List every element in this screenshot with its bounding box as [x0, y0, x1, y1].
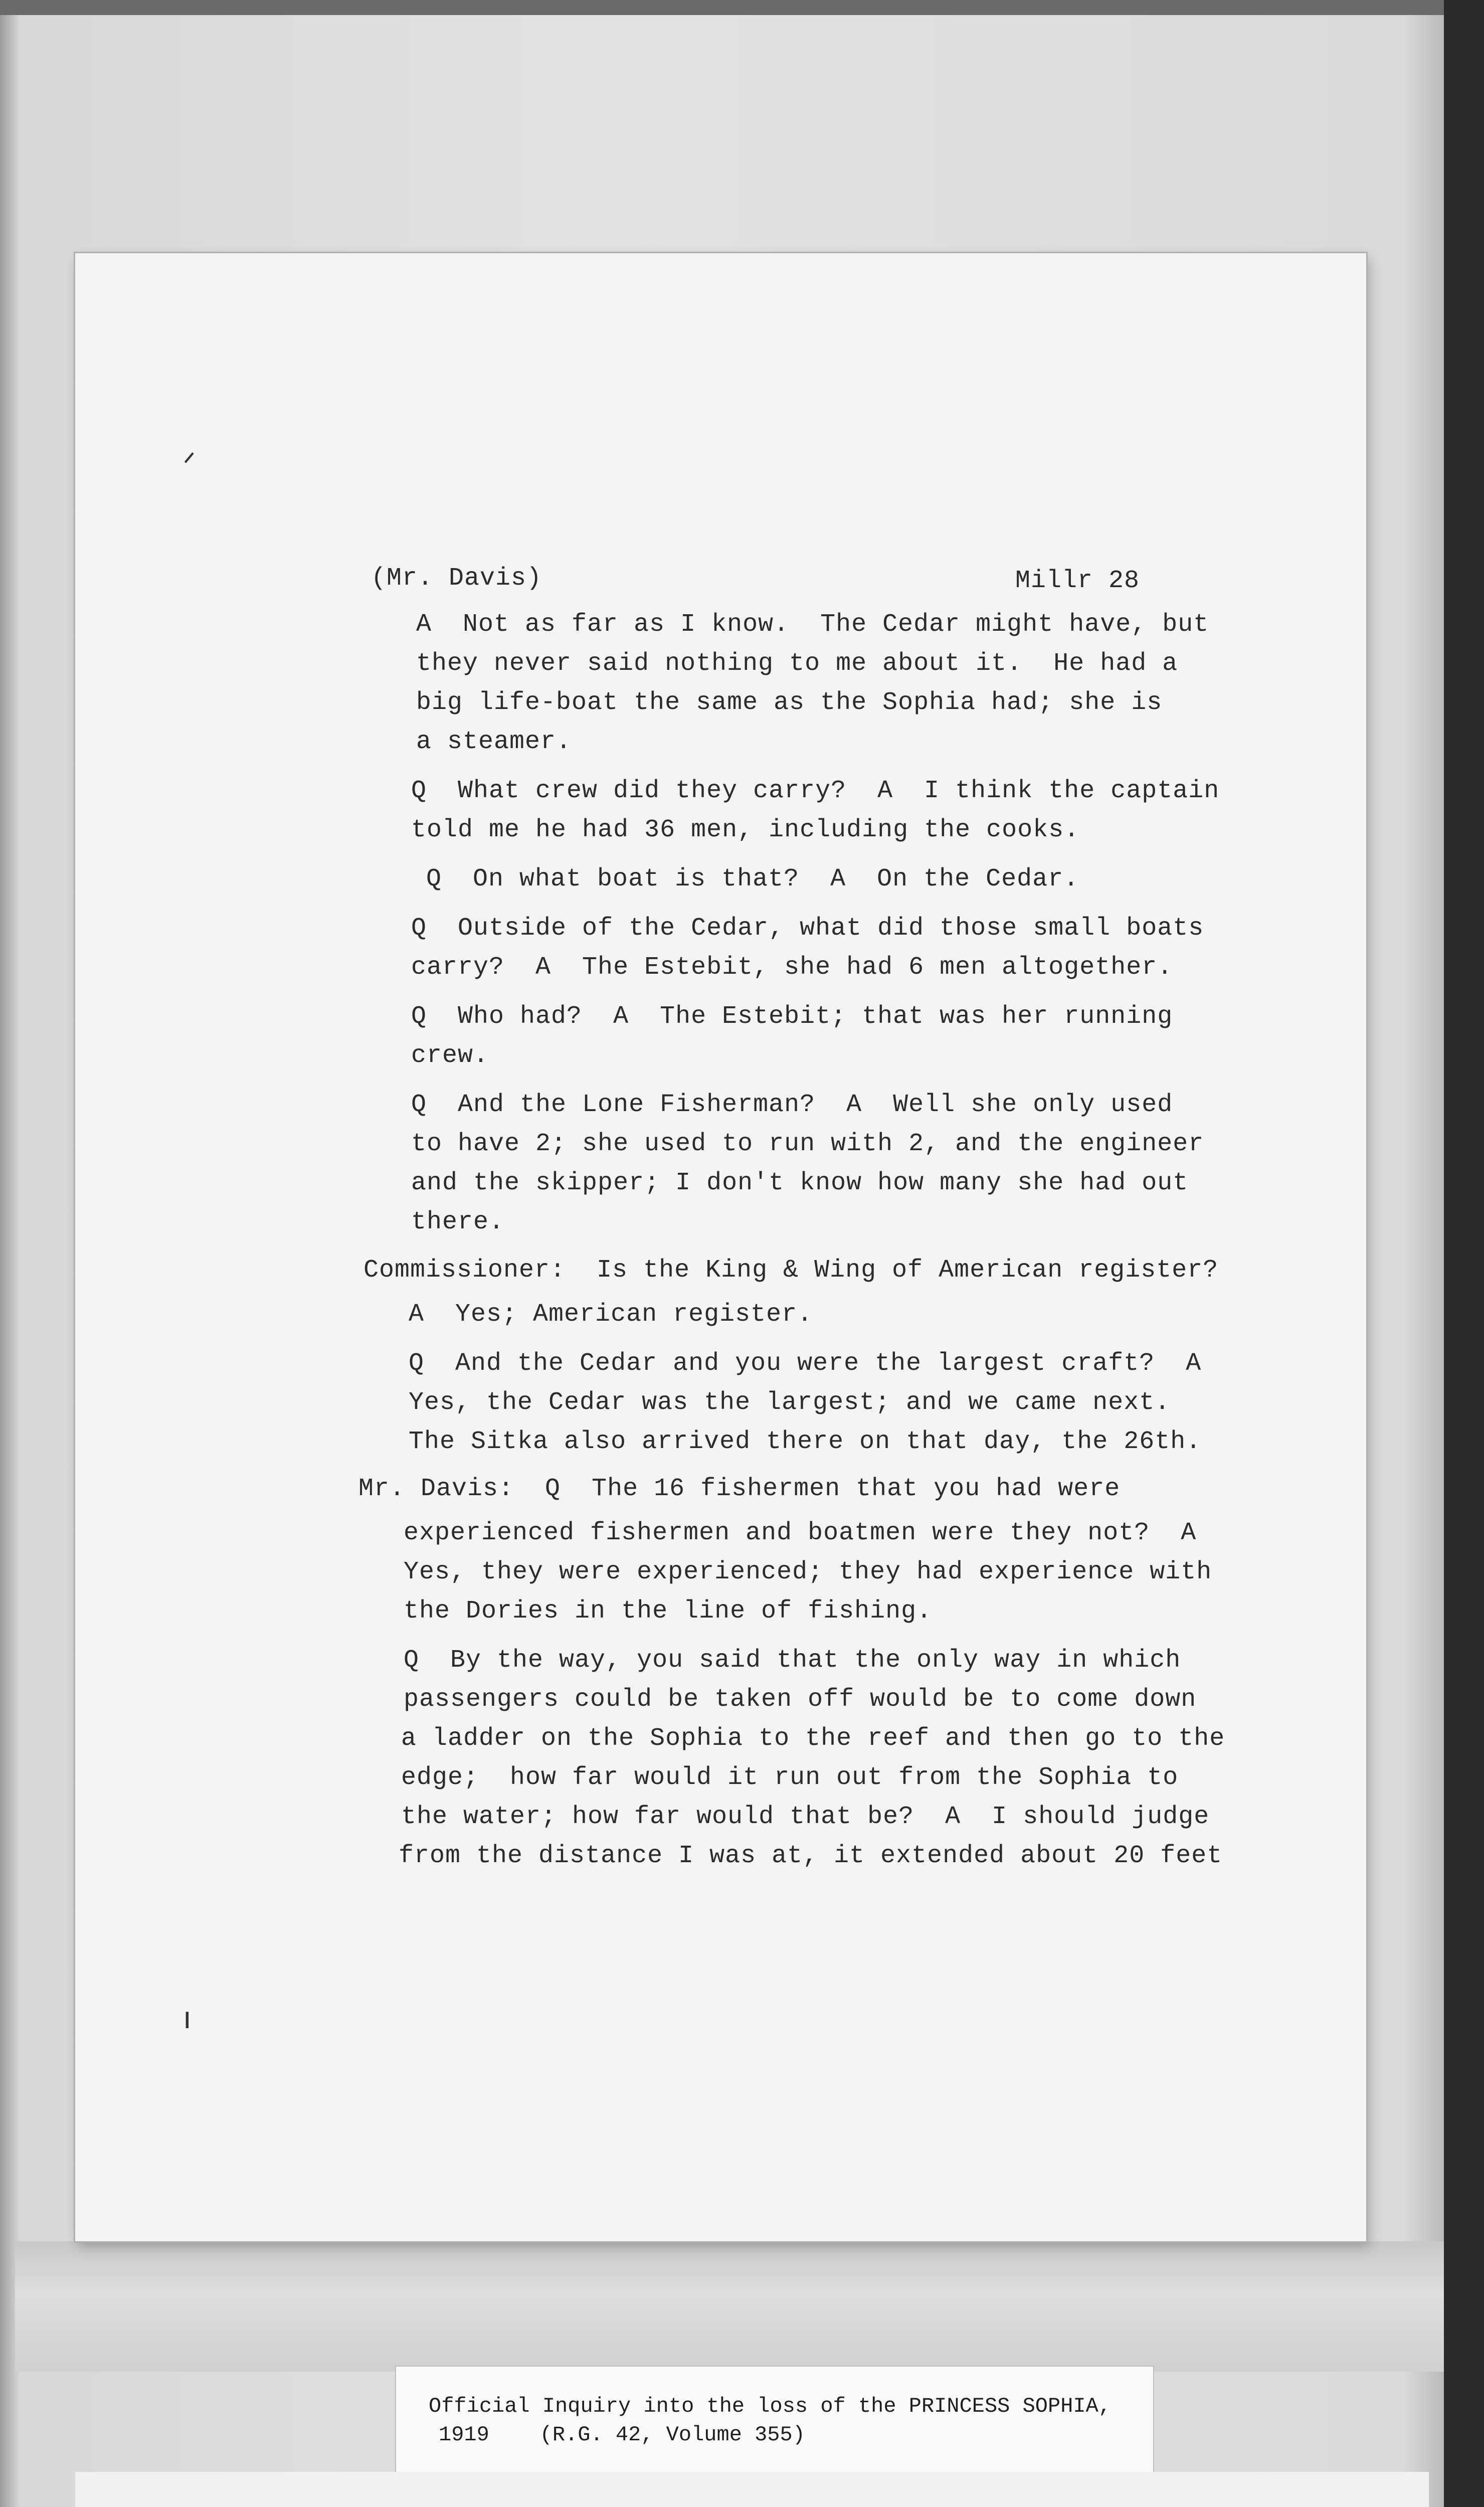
transcript-line: the Dories in the line of fishing. [404, 1597, 933, 1626]
transcript-line: Q And the Cedar and you were the largest craft? A [409, 1349, 1202, 1378]
transcript-line: A Not as far as I know. The Cedar might have, but [416, 610, 1209, 639]
shadow-band [15, 2241, 1444, 2372]
archives-banner [75, 2472, 1429, 2507]
transcript-line: The Sitka also arrived there on that day, the 26th. [409, 1427, 1202, 1456]
transcript-line: edge; how far would it run out from the Sophia to [401, 1763, 1179, 1792]
transcript-line: Mr. Davis: Q The 16 fishermen that you had were [358, 1475, 1121, 1503]
transcript-line: to have 2; she used to run with 2, and the engineer [411, 1130, 1204, 1158]
transcript-line: from the distance I was at, it extended about 20 feet [399, 1842, 1223, 1870]
transcript-line: there. [411, 1208, 505, 1236]
transcript-line: Yes, the Cedar was the largest; and we came next. [409, 1388, 1171, 1417]
header-page-number: Millr 28 [1015, 567, 1140, 595]
transcript-line: Q Outside of the Cedar, what did those small boats [411, 914, 1204, 943]
transcript-line: Q And the Lone Fisherman? A Well she only used [411, 1091, 1173, 1119]
transcript-line: A Yes; American register. [409, 1300, 813, 1329]
film-right-edge [1444, 0, 1484, 2507]
transcript-line: and the skipper; I don't know how many she had out [411, 1169, 1189, 1197]
transcript-line: passengers could be taken off would be to come down [404, 1685, 1197, 1714]
transcript-line: Q What crew did they carry? A I think the captain [411, 777, 1220, 805]
transcript-line: the water; how far would that be? A I should judge [401, 1803, 1210, 1831]
film-top-strip [0, 0, 1484, 15]
transcript-line: experienced fishermen and boatmen were they not? A [404, 1519, 1197, 1547]
header-speaker: (Mr. Davis) [371, 564, 542, 593]
transcript-page [75, 253, 1366, 2241]
transcript-line: carry? A The Estebit, she had 6 men altogether. [411, 953, 1173, 982]
transcript-line: told me he had 36 men, including the cooks. [411, 816, 1080, 844]
transcript-line: Yes, they were experienced; they had experience with [404, 1558, 1212, 1586]
transcript-line: a ladder on the Sophia to the reef and then go to the [401, 1724, 1225, 1753]
citation-title: Official Inquiry into the loss of the PRINCESS SOPHIA, [429, 2394, 1111, 2418]
stray-mark: ᐟ [183, 446, 196, 481]
transcript-line: Commissioner: Is the King & Wing of American register? [363, 1256, 1219, 1285]
transcript-line: crew. [411, 1041, 489, 1070]
transcript-line: they never said nothing to me about it. He had a [416, 649, 1178, 678]
transcript-line: Q Who had? A The Estebit; that was her running [411, 1002, 1173, 1031]
punch-mark: ı [183, 2001, 192, 2036]
archive-citation-label [396, 2367, 1153, 2472]
citation-reference: 1919 (R.G. 42, Volume 355) [439, 2423, 805, 2447]
transcript-line: Q On what boat is that? A On the Cedar. [426, 865, 1079, 893]
transcript-line: big life-boat the same as the Sophia had; she is [416, 688, 1163, 717]
transcript-line: a steamer. [416, 728, 572, 756]
transcript-line: Q By the way, you said that the only way in which [404, 1646, 1181, 1675]
